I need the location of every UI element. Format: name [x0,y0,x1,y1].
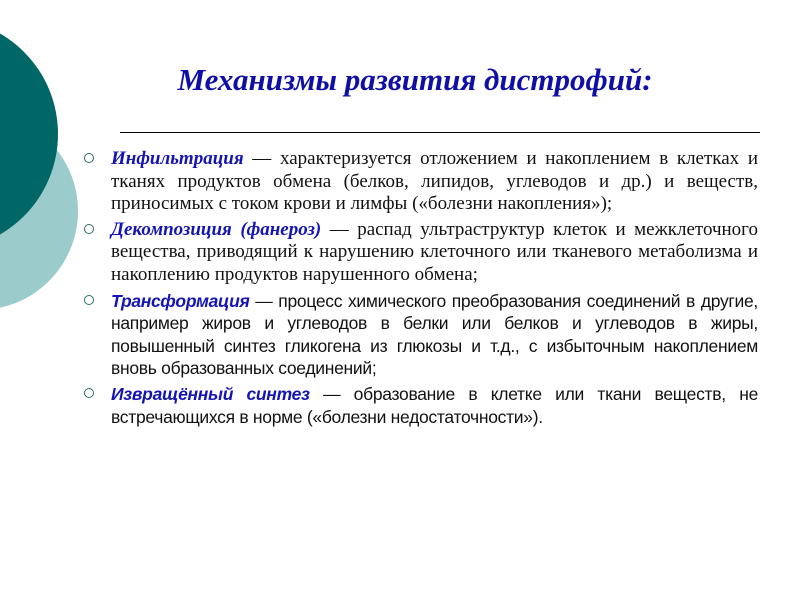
item-text: — образование в клетке или ткани веществ, не встречающихся в норме («болезни недостаточности»). [111,383,759,427]
item-term: Трансформация [111,290,250,311]
item-text: — процесс химического преобразования соединений в другие, например жиров и углеводов в белки или белков и углеводов в жиры, повышенный синтез гликогена из глюкозы и т.д., с избыточным накоплением вновь образованных соединений; [111,290,758,379]
item-term: Извращённый синтез [111,383,310,404]
circle-bullet-icon [84,295,94,305]
list-item [82,219,758,287]
circle-bullet-icon [84,224,94,234]
item-text: — характеризуется отложением и накоплением в клетках и тканях продуктов обмена (белков, липидов, углеводов и др.) и веществ, приносимых с током крови и лимфы («болезни накопления»); [111,148,758,215]
list-item [82,148,758,216]
circle-bullet-icon [84,153,94,163]
list-item [82,383,758,428]
circle-bullet-icon [84,388,94,398]
decorative-circles [0,0,80,320]
item-term: Инфильтрация [111,148,244,169]
item-text: — распад ультраструктур клеток и межклеточного вещества, приводящий к нарушению клеточного или тканевого метаболизма и накоплению продуктов нарушенного обмена; [111,218,758,285]
list-item [82,290,758,380]
item-term: Декомпозиция (фанероз) [111,218,322,240]
slide-title: Механизмы развития дистрофий: [177,62,653,97]
bullet-list [82,148,758,431]
title-divider [120,132,760,133]
